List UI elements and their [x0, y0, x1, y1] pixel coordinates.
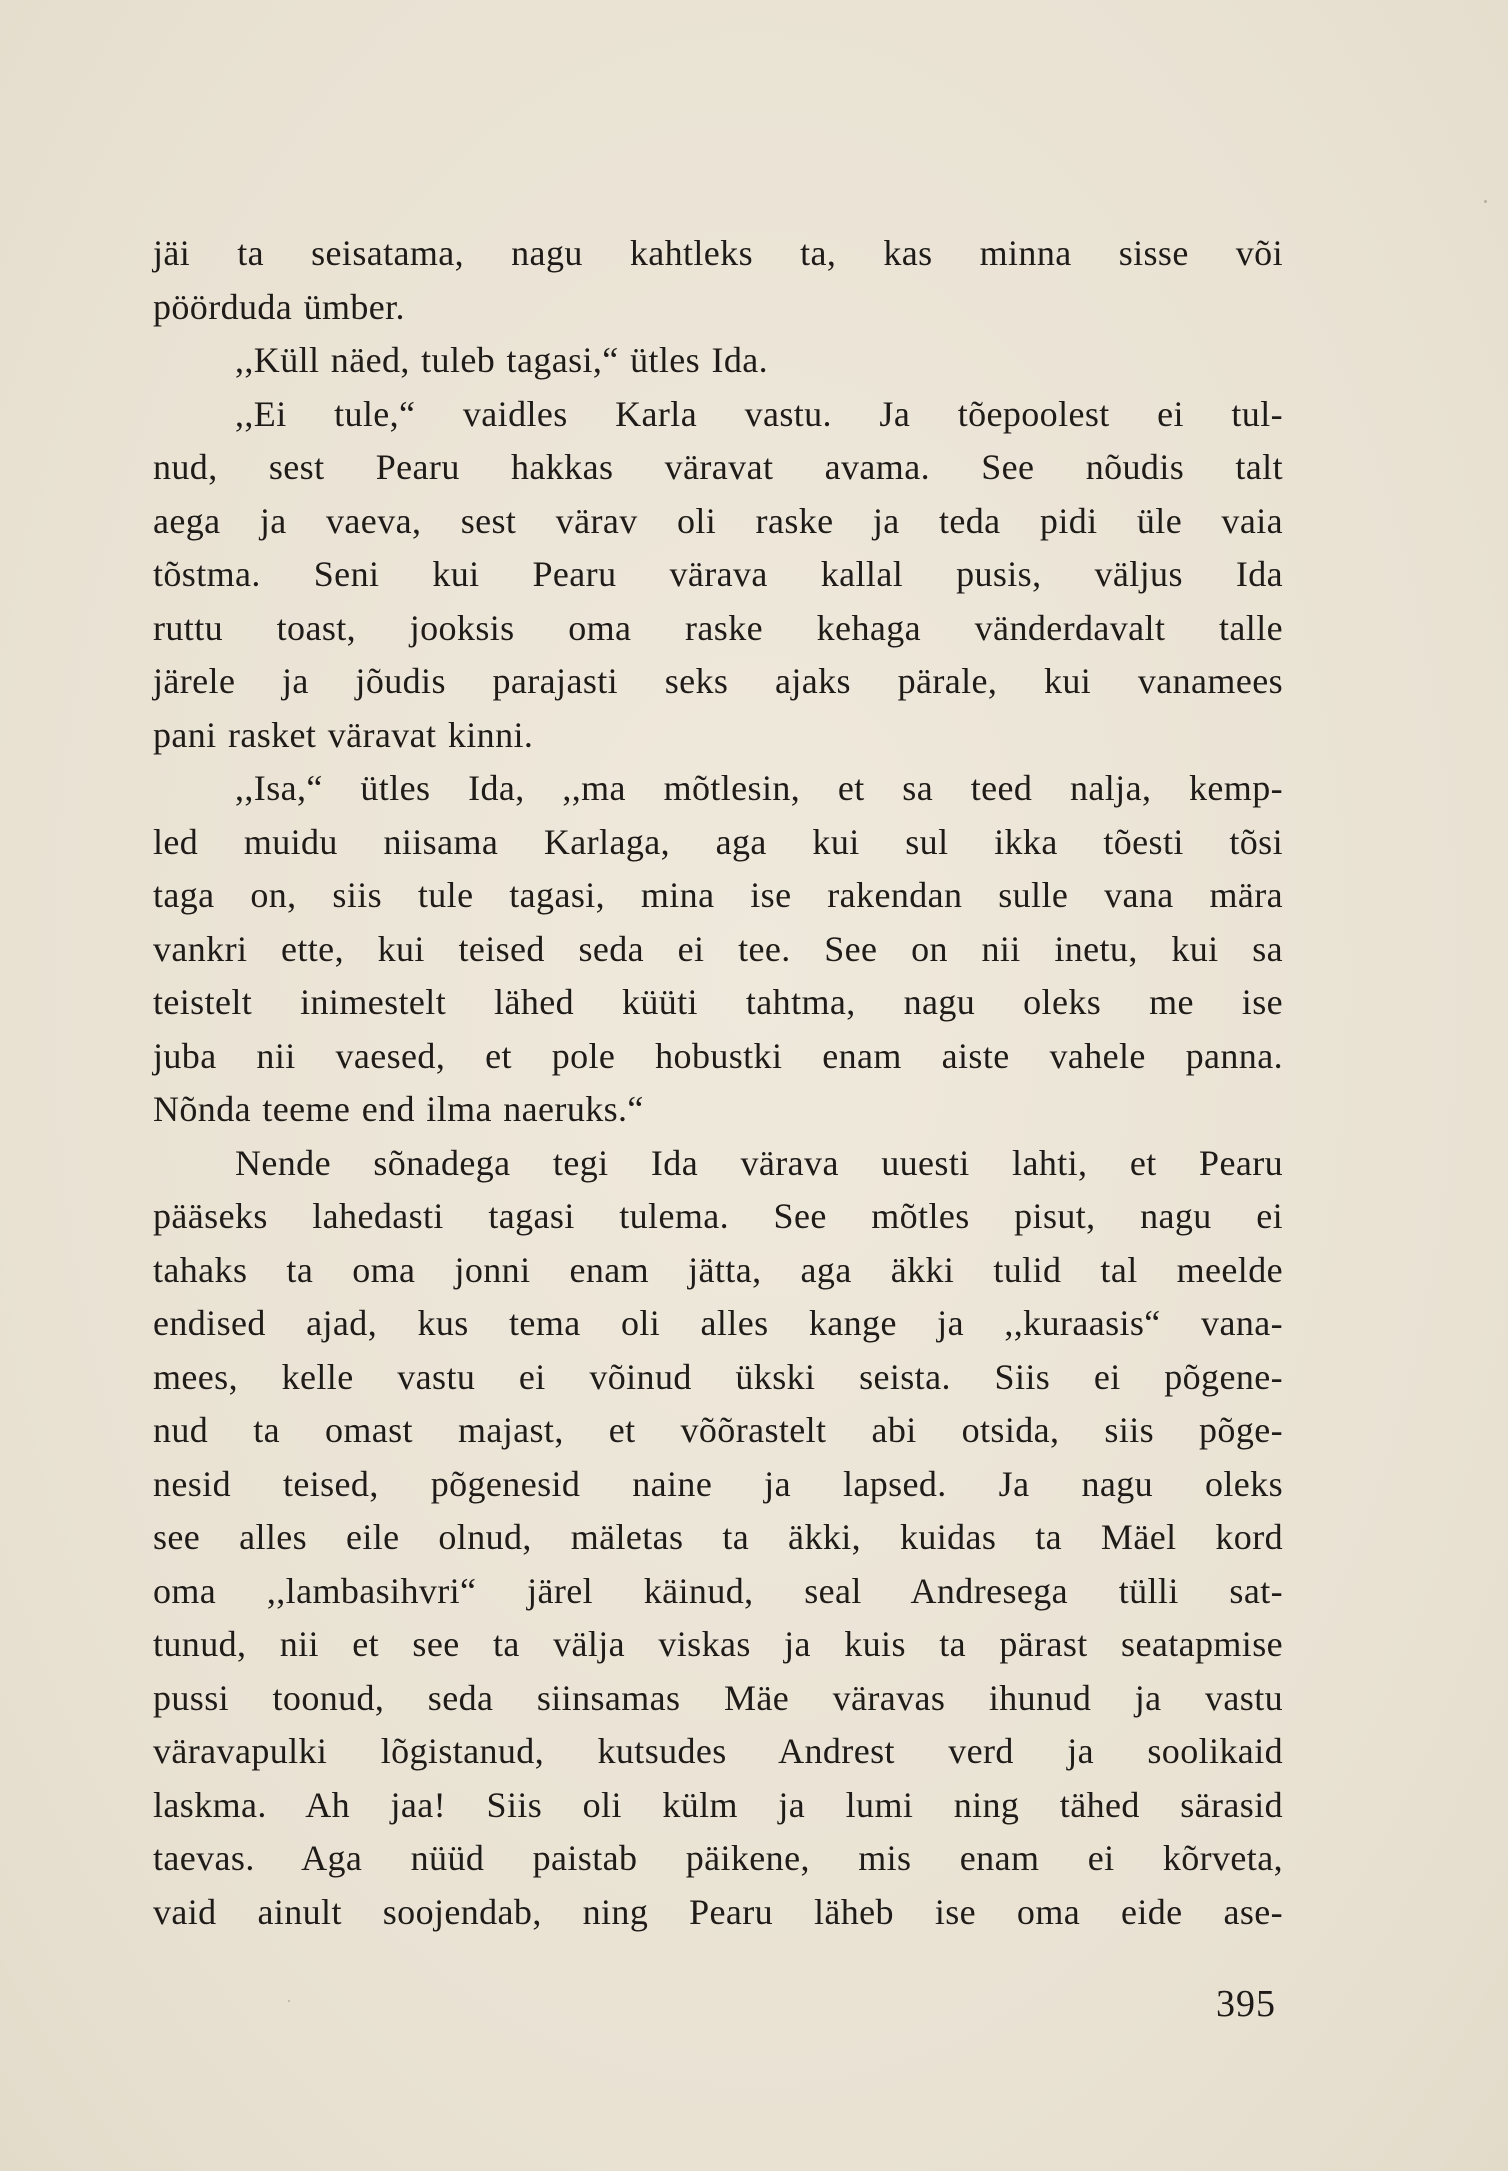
text-line: endised ajad, kus tema oli alles kange ja ,,kuraasis“ vana-: [153, 1303, 1283, 1343]
text-line: led muidu niisama Karlaga, aga kui sul ikka tõesti tõsi: [153, 821, 1283, 862]
text-line: vaid ainult soojendab, ning Pearu läheb ise oma eide ase-: [153, 1891, 1283, 1932]
text-line: tunud, nii et see ta välja viskas ja kuis ta pärast seatapmise: [153, 1624, 1283, 1664]
text-line: oma ,,lambasihvri“ järel käinud, seal Andresega tülli sat-: [153, 1570, 1283, 1611]
paper-speck: [288, 2000, 290, 2002]
text-line: pääseks lahedasti tagasi tulema. See mõtles pisut, nagu ei: [153, 1196, 1283, 1236]
text-line: vankri ette, kui teised seda ei tee. See on nii inetu, kui sa: [153, 928, 1283, 969]
text-line: Nende sõnadega tegi Ida värava uuesti lahti, et Pearu: [235, 1142, 1283, 1183]
text-line: taevas. Aga nüüd paistab päikene, mis enam ei kõrveta,: [153, 1838, 1283, 1878]
text-line: ,,Isa,“ ütles Ida, ,,ma mõtlesin, et sa teed nalja, kemp-: [235, 768, 1283, 808]
text-line: järele ja jõudis parajasti seks ajaks pärale, kui vanamees: [153, 661, 1283, 701]
text-line: ruttu toast, jooksis oma raske kehaga vänderdavalt talle: [153, 607, 1283, 648]
text-line: pussi toonud, seda siinsamas Mäe väravas ihunud ja vastu: [153, 1677, 1283, 1718]
paper-speck: [1484, 200, 1487, 203]
text-line: laskma. Ah jaa! Siis oli külm ja lumi ning tähed särasid: [153, 1784, 1283, 1825]
text-line: Nõnda teeme end ilma naeruks.“: [153, 1089, 644, 1129]
text-line: jäi ta seisatama, nagu kahtleks ta, kas minna sisse või: [153, 233, 1283, 273]
text-line: nesid teised, põgenesid naine ja lapsed. Ja nagu oleks: [153, 1463, 1283, 1504]
text-line: aega ja vaeva, sest värav oli raske ja teda pidi üle vaia: [153, 500, 1283, 541]
text-line: juba nii vaesed, et pole hobustki enam aiste vahele panna.: [153, 1035, 1283, 1076]
text-line: taga on, siis tule tagasi, mina ise rakendan sulle vana mära: [153, 875, 1283, 915]
text-line: väravapulki lõgistanud, kutsudes Andrest verd ja soolikaid: [153, 1731, 1283, 1771]
text-line: ,,Küll näed, tuleb tagasi,“ ütles Ida.: [235, 340, 769, 380]
text-line: pani rasket väravat kinni.: [153, 714, 534, 755]
text-line: nud ta omast majast, et võõrastelt abi otsida, siis põge-: [153, 1410, 1283, 1450]
text-line: pöörduda ümber.: [153, 286, 405, 327]
body-text: [153, 227, 1283, 1939]
text-line: mees, kelle vastu ei võinud ükski seista. Siis ei põgene-: [153, 1356, 1283, 1397]
text-line: ,,Ei tule,“ vaidles Karla vastu. Ja tõepoolest ei tul-: [235, 393, 1283, 434]
text-line: nud, sest Pearu hakkas väravat avama. See nõudis talt: [153, 447, 1283, 487]
text-line: tõstma. Seni kui Pearu värava kallal pusis, väljus Ida: [153, 554, 1283, 594]
text-line: teistelt inimestelt lähed küüti tahtma, nagu oleks me ise: [153, 982, 1283, 1022]
text-line: see alles eile olnud, mäletas ta äkki, kuidas ta Mäel kord: [153, 1517, 1283, 1557]
page-number: 395: [1216, 1983, 1276, 2025]
text-line: tahaks ta oma jonni enam jätta, aga äkki tulid tal meelde: [153, 1249, 1283, 1290]
